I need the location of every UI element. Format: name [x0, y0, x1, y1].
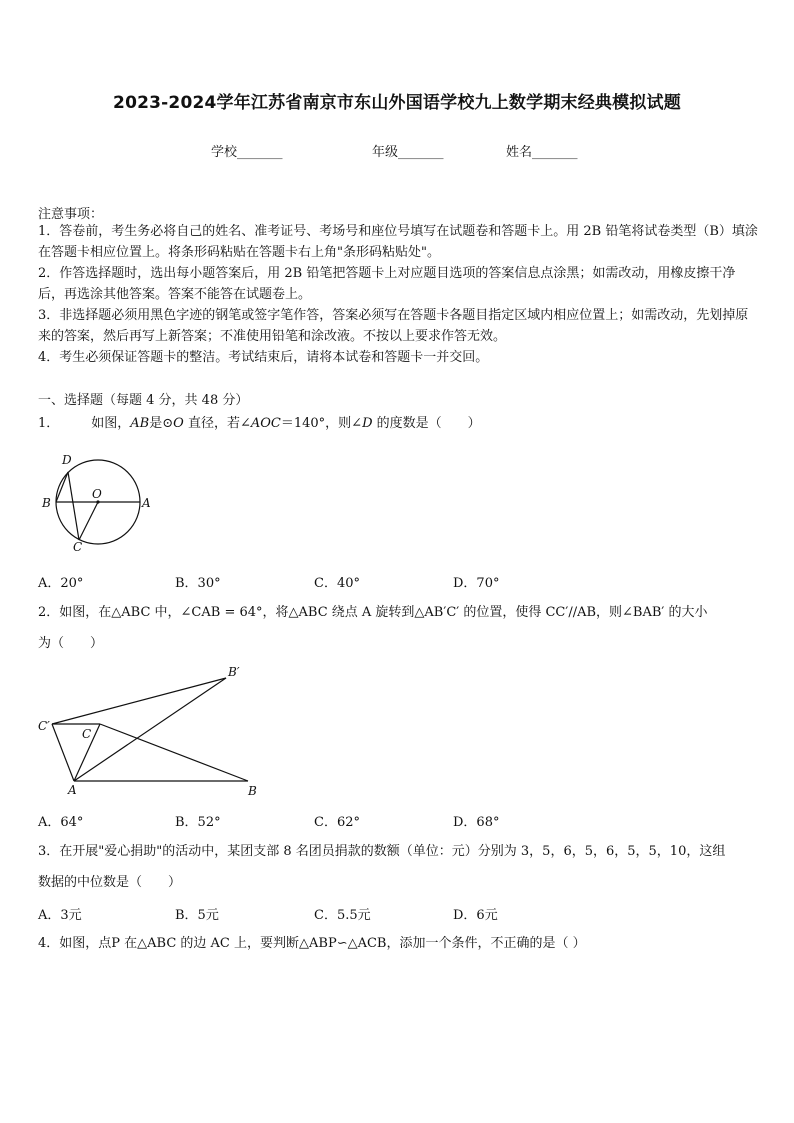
label-c-prime: C′ [38, 719, 50, 733]
school-field [211, 141, 283, 160]
grade-label: 年级 [372, 145, 399, 160]
section-title: 一、选择题（每题 4 分，共 48 分） [38, 393, 249, 408]
q3-option-a[interactable]: A．3元 [38, 908, 82, 923]
q1-option-b[interactable]: B．30° [175, 576, 221, 591]
note-item-1: 1．答卷前，考生务必将自己的姓名、准考证号、考场号和座位号填写在试题卷和答题卡上。用 2B 铅笔将试卷类型（B）填涂在答题卡相应位置上。将条形码粘贴在答题卡右上角"条形码粘贴处"。 [38, 224, 758, 260]
label-b: B [42, 496, 51, 510]
q1-var-d: D [362, 416, 373, 431]
q1-number: 1． [38, 416, 60, 431]
q2-option-d[interactable]: D．68° [453, 815, 500, 830]
name-field [506, 141, 578, 160]
q1-option-a[interactable]: A．20° [38, 576, 84, 591]
school-label: 学校 [211, 145, 238, 160]
q1-text: ＝140°，则∠ [280, 416, 363, 431]
chord-db [56, 472, 68, 502]
segment-c1b1 [52, 678, 226, 724]
question-4-line-1: 4．如图，点P 在△ABC 的边 AC 上，要判断△ABP∽△ACB，添加一个条件，不正确的是（ ） [38, 936, 586, 951]
note-item-2: 2．作答选择题时，选出每小题答案后，用 2B 铅笔把答题卡上对应题目选项的答案信息点涂黑；如需改动，用橡皮擦干净后，再选涂其他答案。答案不能答在试题卷上。 [38, 266, 736, 302]
school-blank: _______ [237, 145, 283, 160]
question-1 [38, 414, 758, 434]
q2-option-c[interactable]: C．62° [314, 815, 360, 830]
label-o: O [92, 487, 102, 501]
note-item-4: 4．考生必须保证答题卡的整洁。考试结束后，请将本试卷和答题卡一并交回。 [38, 350, 489, 365]
segment-ac1 [52, 724, 74, 781]
note-item-3: 3．非选择题必须用黑色字迹的钢笔或签字笔作答，答案必须写在答题卡各题目指定区域内相应位置上；如需改动，先划掉原来的答案，然后再写上新答案；不准使用铅笔和涂改液。不按以上要求作答无效。 [38, 308, 749, 344]
q1-option-d[interactable]: D．70° [453, 576, 500, 591]
name-blank: _______ [532, 145, 578, 160]
q3-option-c[interactable]: C．5.5元 [314, 908, 371, 923]
radius-oc [79, 502, 98, 540]
q1-option-c[interactable]: C．40° [314, 576, 360, 591]
q1-text: 的度数是（ ） [372, 416, 481, 431]
question-2-line-2: 为（ ） [38, 636, 104, 651]
q2-rotation-figure [36, 662, 266, 800]
q2-option-a[interactable]: A．64° [38, 815, 84, 830]
segment-cb [100, 724, 248, 781]
label-b-prime: B′ [228, 665, 240, 679]
q1-var-aoc: AOC [250, 416, 281, 431]
grade-blank: _______ [398, 145, 444, 160]
question-3-line-1: 3．在开展"爱心捐助"的活动中，某团支部 8 名团员捐款的数额（单位：元）分别为 3，5，6，5，6，5，5，10，这组 [38, 844, 726, 859]
q1-var-o: O [173, 416, 184, 431]
question-3-line-2: 数据的中位数是（ ） [38, 875, 182, 890]
question-2-line-1: 2．如图，在△ABC 中，∠CAB = 64°，将△ABC 绕点 A 旋转到△AB′C′ 的位置，使得 CC′//AB，则∠BAB′ 的大小 [38, 605, 708, 620]
q1-var-ab: AB [130, 416, 150, 431]
q3-option-b[interactable]: B．5元 [175, 908, 219, 923]
label-b: B [248, 784, 257, 798]
q1-text: 如图， [91, 416, 131, 431]
chord-dc [68, 472, 79, 540]
name-label: 姓名 [506, 145, 533, 160]
notes-heading: 注意事项： [38, 207, 104, 222]
q1-circle-figure [36, 450, 156, 558]
label-a: A [142, 496, 151, 510]
q3-option-d[interactable]: D．6元 [453, 908, 498, 923]
grade-field [372, 141, 444, 160]
label-a: A [68, 783, 77, 797]
q1-text: 是⊙ [149, 416, 174, 431]
label-c: C [82, 727, 92, 741]
segment-ab1 [74, 678, 226, 781]
q1-text: 直径，若∠ [183, 416, 251, 431]
label-c: C [73, 540, 83, 554]
label-d: D [62, 453, 72, 467]
page-title: 2023-2024学年江苏省南京市东山外国语学校九上数学期末经典模拟试题 [113, 93, 681, 113]
q2-option-b[interactable]: B．52° [175, 815, 221, 830]
